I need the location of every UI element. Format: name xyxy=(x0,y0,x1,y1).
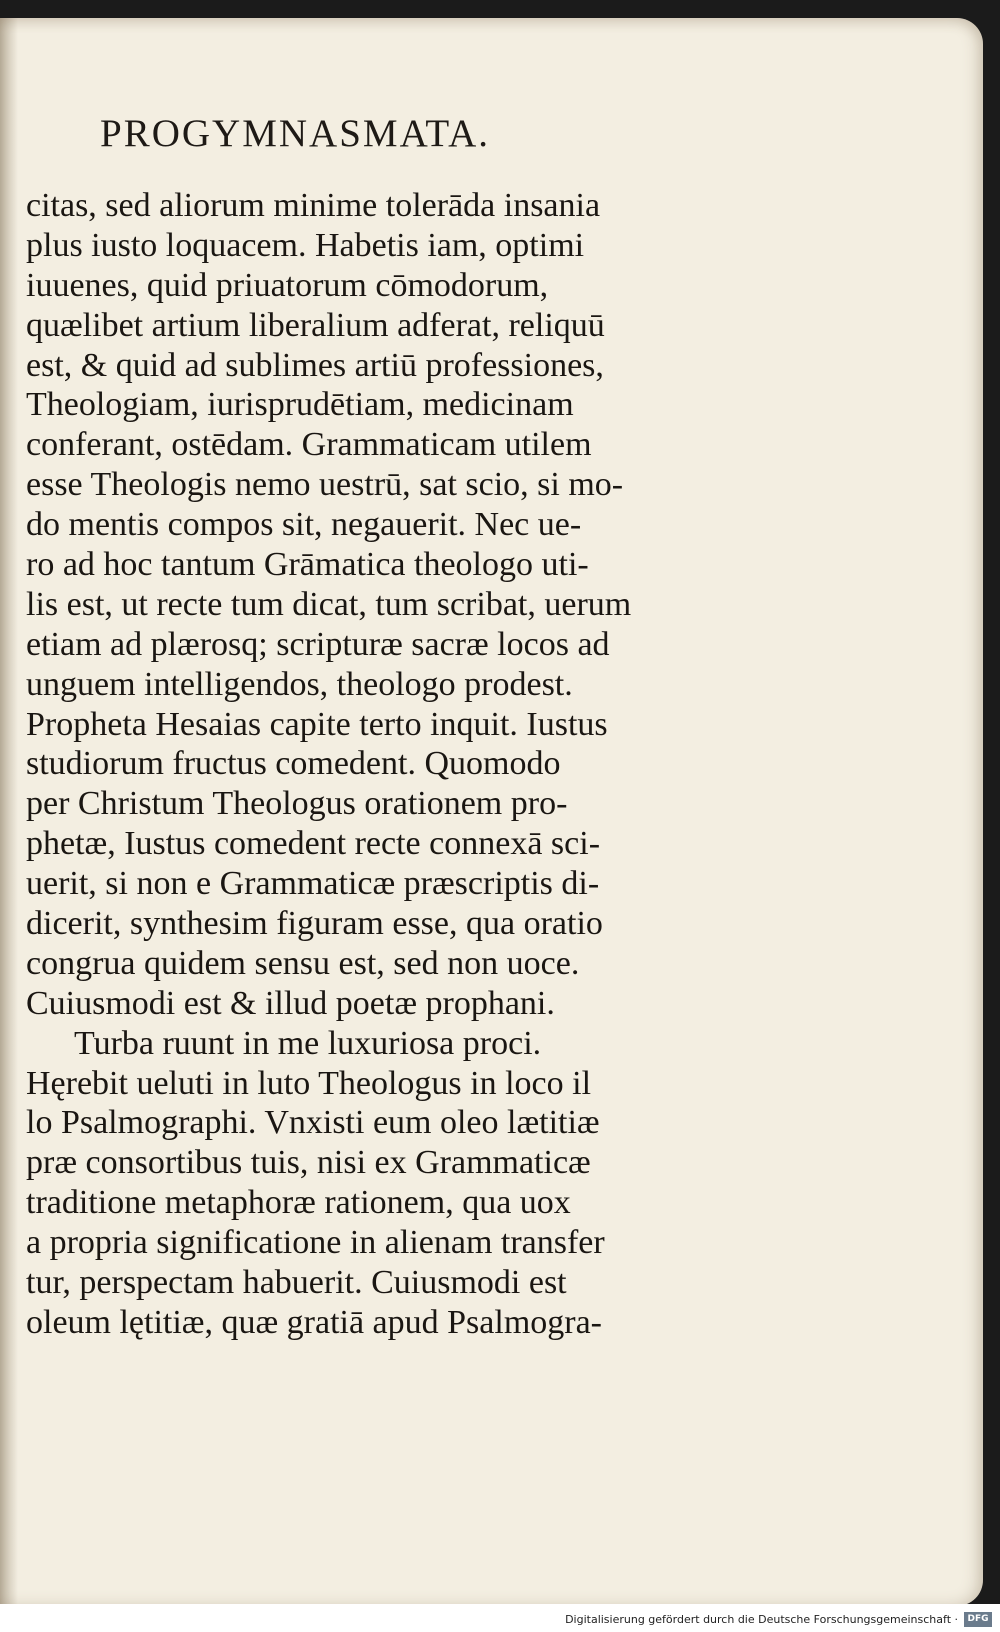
text-line: congrua quidem sensu est, sed non uoce. xyxy=(26,944,580,982)
text-line: conferant, ostēdam. Grammaticam utilem xyxy=(26,426,592,464)
text-line: quælibet artium liberalium adferat, reliquū xyxy=(26,306,605,344)
text-line: phetæ, Iustus comedent recte connexā sci- xyxy=(26,825,601,863)
text-line: Propheta Hesaias capite terto inquit. Iustus xyxy=(26,705,608,743)
text-line: studiorum fructus comedent. Quomodo xyxy=(26,745,561,783)
text-line: plus iusto loquacem. Habetis iam, optimi xyxy=(26,226,585,264)
text-line: per Christum Theologus orationem pro- xyxy=(26,785,568,823)
running-head: PROGYMNASMATA. xyxy=(100,112,491,155)
text-line: est, & quid ad sublimes artiū professiones, xyxy=(26,346,604,384)
text-line: lo Psalmographi. Vnxisti eum oleo lætitiæ xyxy=(26,1104,600,1142)
text-line: citas, sed aliorum minime tolerāda insania xyxy=(26,187,601,224)
book-page xyxy=(0,18,983,1606)
text-line: iuuenes, quid priuatorum cōmodorum, xyxy=(26,266,549,304)
text-line: dicerit, synthesim figuram esse, qua oratio xyxy=(26,905,603,943)
text-line: traditione metaphoræ rationem, qua uox xyxy=(26,1184,571,1222)
footer-bar xyxy=(0,1604,1000,1632)
digitization-credit: Digitalisierung gefördert durch die Deutsche Forschungsgemeinschaft · xyxy=(565,1613,958,1626)
text-line: lis est, ut recte tum dicat, tum scribat, uerum xyxy=(26,585,632,623)
text-line: do mentis compos sit, negauerit. Nec ue- xyxy=(26,506,582,544)
dfg-logo: DFG xyxy=(964,1612,992,1627)
text-line: esse Theologis nemo uestrū, sat scio, si mo- xyxy=(26,466,624,504)
verse-line: Turba ruunt in me luxuriosa proci. xyxy=(74,1024,542,1062)
text-line: a propria significatione in alienam transfer xyxy=(26,1224,605,1262)
text-line: oleum lętitiæ, quæ gratiā apud Psalmogra- xyxy=(26,1303,603,1341)
text-line: unguem intelligendos, theologo prodest. xyxy=(26,665,573,703)
text-line: uerit, si non e Grammaticæ præscriptis di- xyxy=(26,865,600,903)
text-line: tur, perspectam habuerit. Cuiusmodi est xyxy=(26,1264,567,1302)
body-text xyxy=(26,186,706,1343)
text-line: præ consortibus tuis, nisi ex Grammaticæ xyxy=(26,1144,591,1182)
text-line: Cuiusmodi est & illud poetæ prophani. xyxy=(26,984,555,1022)
text-line: etiam ad plærosq; scripturæ sacræ locos ad xyxy=(26,625,610,663)
text-line: Theologiam, iurisprudētiam, medicinam xyxy=(26,386,574,424)
text-line: ro ad hoc tantum Grāmatica theologo uti- xyxy=(26,546,589,584)
text-line: Hęrebit ueluti in luto Theologus in loco il xyxy=(26,1064,592,1102)
